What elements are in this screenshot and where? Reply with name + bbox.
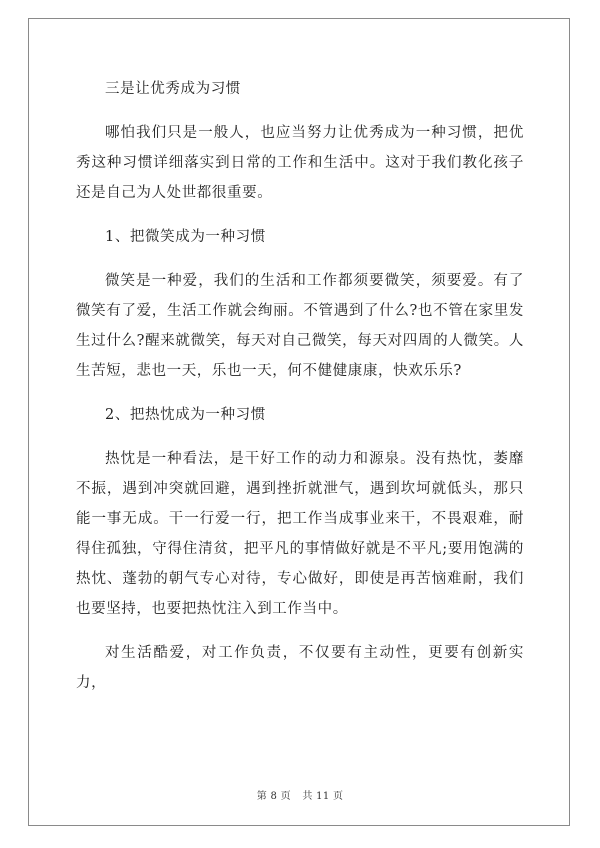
paragraph: 热忱是一种看法，是干好工作的动力和源泉。没有热忱，萎靡不振，遇到冲突就回避，遇到挫折就泄气，遇到坎坷就低头，那只能一事无成。干一行爱一行，把工作当成事业来干，不畏艰难，耐得住孤独，守得住清贫，把平凡的事情做好就是不平凡;要用饱满的热忱、蓬勃的朝气专心对待，专心做好，即使是再苦恼难耐，我们也要坚持，也要把热忱注入到工作当中。 — [76, 451, 524, 617]
section-heading: 2、把热忱成为一种习惯 — [105, 407, 266, 423]
page-total: 共 11 页 — [302, 791, 344, 802]
paragraph: 哪怕我们只是一般人，也应当努力让优秀成为一种习惯，把优秀这种习惯详细落实到日常的工作和生活中。这对于我们教化孩子还是自己为人处世都很重要。 — [76, 125, 524, 201]
page-number: 第 8 页 — [256, 791, 291, 802]
paragraph: 微笑是一种爱，我们的生活和工作都须要微笑，须要爱。有了微笑有了爱，生活工作就会绚丽。不管遇到了什么?也不管在家里发生过什么?醒来就微笑，每天对自己微笑，每天对四周的人微笑。人生苦短，悲也一天，乐也一天，何不健健康康，快欢乐乐? — [76, 273, 524, 379]
section-heading: 1、把微笑成为一种习惯 — [105, 229, 266, 245]
page-footer — [0, 787, 600, 802]
document-body — [76, 74, 524, 712]
section-heading: 三是让优秀成为习惯 — [105, 81, 241, 97]
paragraph: 对生活酷爱，对工作负责，不仅要有主动性，更要有创新实力， — [76, 645, 524, 691]
